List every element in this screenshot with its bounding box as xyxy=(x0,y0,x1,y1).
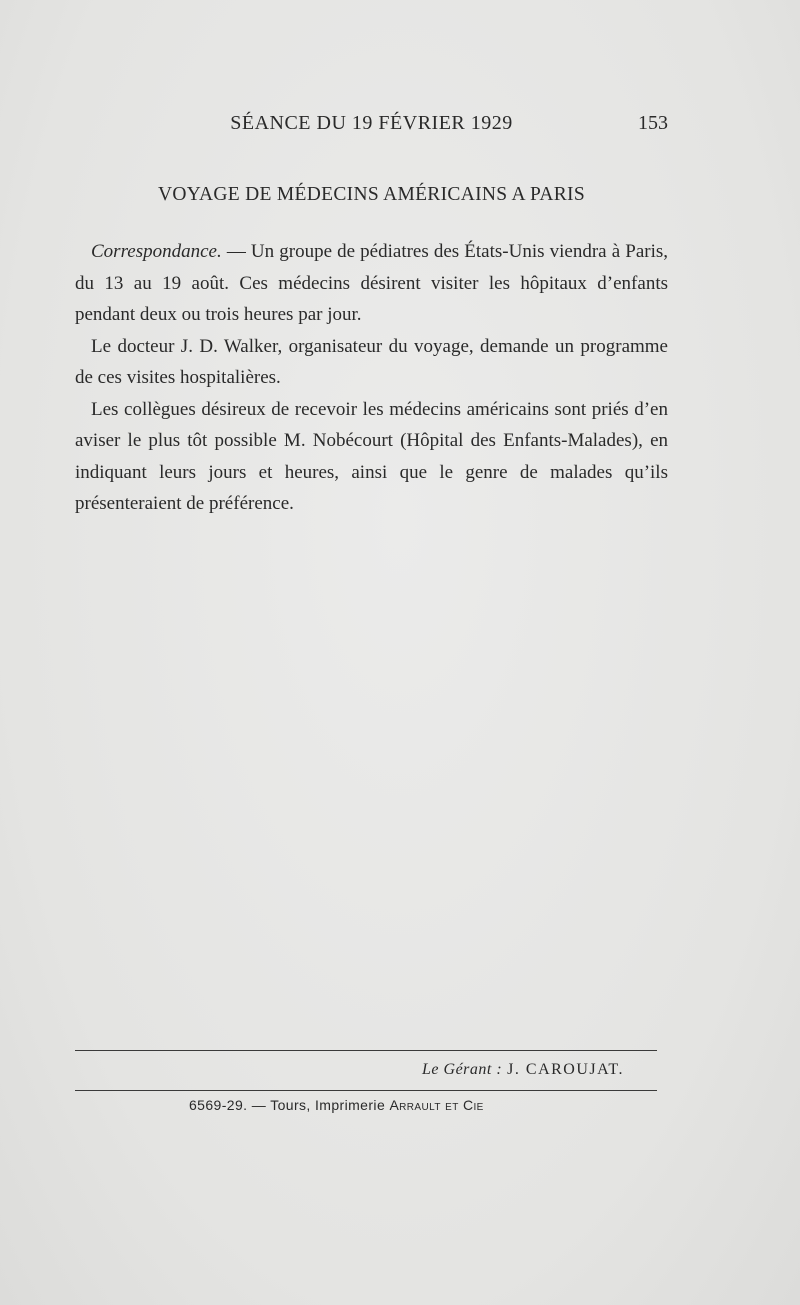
signature-name: J. CAROUJAT. xyxy=(507,1061,624,1078)
running-title: SÉANCE DU 19 FÉVRIER 1929 xyxy=(230,112,513,134)
paragraph-2: Le docteur J. D. Walker, organisateur du voyage, demande un programme de ces visites hospitalières. xyxy=(75,335,668,388)
imprint-prefix: 6569-29. — Tours, Imprimerie xyxy=(189,1097,386,1113)
paragraph-3: Les collègues désireux de recevoir les médecins américains sont priés d’en aviser le plus tôt possible M. Nobécourt (Hôpital des Enfants-Malades), en indiquant leurs jours et heures, ainsi que le genre de malades qu’ils présenteraient de préférence. xyxy=(75,398,668,514)
article-body xyxy=(75,236,668,520)
page-number: 153 xyxy=(638,112,668,134)
paragraph-1 xyxy=(75,236,668,331)
article-title: VOYAGE DE MÉDECINS AMÉRICAINS A PARIS xyxy=(158,184,585,205)
paragraph-1-text: — Un groupe de pédiatres des États-Unis viendra à Paris, du 13 au 19 août. Ces médecins désirent visiter les hôpitaux d’enfants pendant deux ou trois heures par jour. xyxy=(75,241,668,325)
signature-label: Le Gérant : xyxy=(422,1061,503,1078)
lead-label: Correspondance. xyxy=(91,241,222,262)
footer-rule-bottom xyxy=(75,1090,657,1091)
imprint-line xyxy=(189,1097,484,1113)
imprint-printer: Arrault et Cie xyxy=(389,1097,484,1113)
signature xyxy=(422,1061,624,1079)
footer-rule-top xyxy=(75,1050,657,1051)
running-head xyxy=(75,112,668,142)
